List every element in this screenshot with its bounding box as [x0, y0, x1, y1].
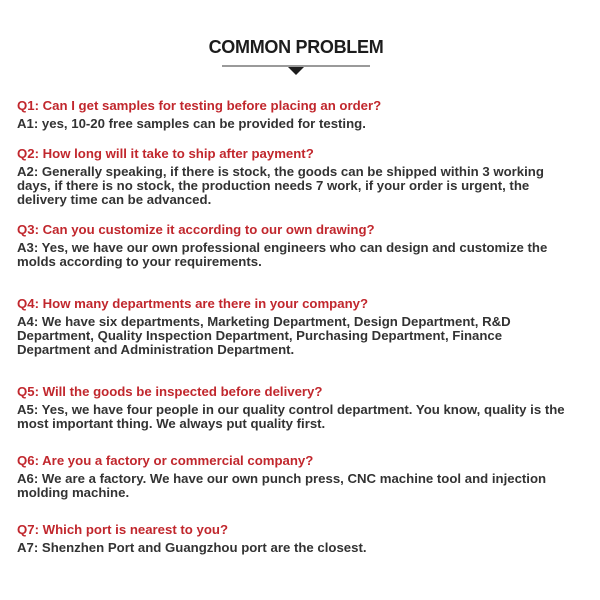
faq-item — [17, 98, 575, 131]
page-title: COMMON PROBLEM — [208, 37, 384, 57]
faq-answer: A5: Yes, we have four people in our quality control department. You know, quality is the most important thing. We always put quality first. — [17, 402, 565, 431]
faq-question: Q7: Which port is nearest to you? — [17, 522, 229, 537]
faq-answer: A6: We are a factory. We have our own punch press, CNC machine tool and injection molding machine. — [17, 471, 547, 500]
faq-answer: A2: Generally speaking, if there is stock, the goods can be shipped within 3 working days, if there is no stock, the production needs 7 work, if your order is urgent, the delivery time can be advanced. — [17, 164, 544, 207]
faq-question: Q5: Will the goods be inspected before delivery? — [17, 384, 323, 399]
faq-item — [17, 296, 575, 357]
faq-list — [17, 98, 575, 555]
faq-answer: A3: Yes, we have our own professional engineers who can design and customize the molds according to your requirements. — [17, 240, 548, 269]
faq-answer: A7: Shenzhen Port and Guangzhou port are the closest. — [17, 540, 367, 555]
faq-question: Q4: How many departments are there in your company? — [17, 296, 369, 311]
faq-item — [17, 522, 575, 555]
faq-question: Q1: Can I get samples for testing before placing an order? — [17, 98, 382, 113]
faq-question: Q2: How long will it take to ship after payment? — [17, 146, 314, 161]
faq-question: Q3: Can you customize it according to our own drawing? — [17, 222, 375, 237]
page-header — [17, 36, 575, 78]
faq-answer: A1: yes, 10-20 free samples can be provided for testing. — [17, 116, 366, 131]
triangle-down-icon — [288, 67, 304, 75]
title-divider — [222, 65, 370, 78]
faq-item — [17, 222, 575, 269]
faq-item — [17, 453, 575, 500]
faq-item — [17, 146, 575, 207]
faq-item — [17, 384, 575, 431]
faq-question: Q6: Are you a factory or commercial company? — [17, 453, 314, 468]
faq-answer: A4: We have six departments, Marketing Department, Design Department, R&D Department, Quality Inspection Department, Purchasing Department, Finance Department and Administration Department. — [17, 314, 511, 357]
